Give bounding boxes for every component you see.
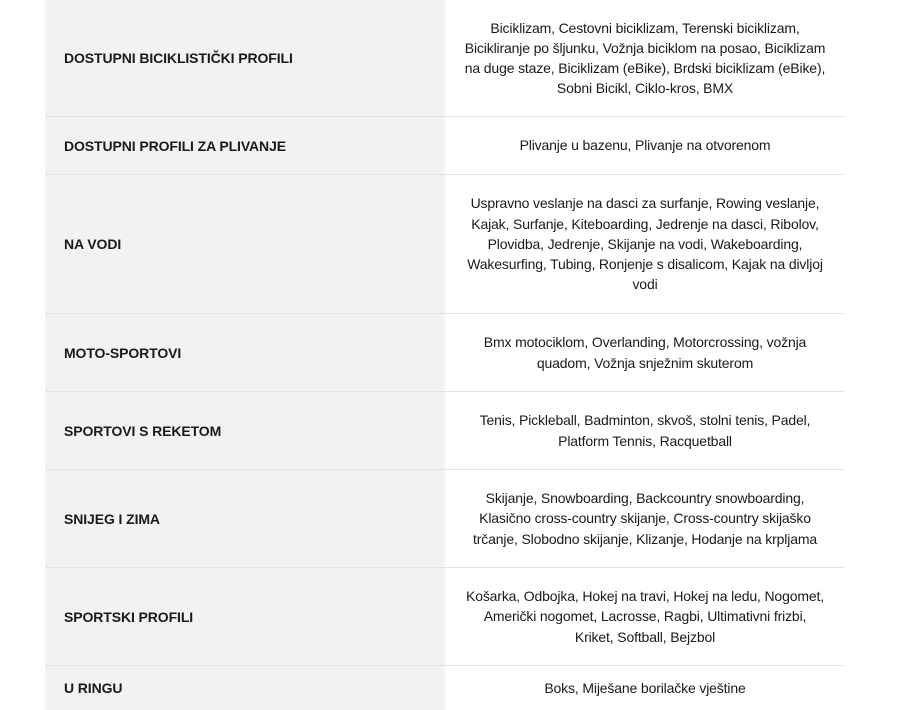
spec-label: NA VODI bbox=[45, 175, 445, 313]
spec-value: Skijanje, Snowboarding, Backcountry snowboarding, Klasično cross-country skijanje, Cross-country skijaško trčanje, Slobodno skijanje, Klizanje, Hodanje na krpljama bbox=[473, 490, 817, 547]
spec-label: SPORTSKI PROFILI bbox=[45, 568, 445, 665]
spec-value: Uspravno veslanje na dasci za surfanje, Rowing veslanje, Kajak, Surfanje, Kiteboarding, Jedrenje na dasci, Ribolov, Plovidba, Jedrenje, Skijanje na vodi, Wakeboarding, Wakesurfing, Tubing, Ronjenje s disalicom, Kajak na divljoj vodi bbox=[467, 195, 823, 293]
spec-label: SNIJEG I ZIMA bbox=[45, 470, 445, 567]
spec-row-sport-profiles bbox=[45, 568, 845, 666]
spec-row-swimming-profiles bbox=[45, 117, 845, 175]
spec-value: Košarka, Odbojka, Hokej na travi, Hokej na ledu, Nogomet, Američki nogomet, Lacrosse, Ragbi, Ultimativni frizbi, Kriket, Softball, Bejzbol bbox=[466, 588, 824, 645]
spec-label: SPORTOVI S REKETOM bbox=[45, 392, 445, 469]
spec-row-cycling-profiles bbox=[45, 0, 845, 117]
spec-row-in-the-ring bbox=[45, 666, 845, 710]
spec-value: Biciklizam, Cestovni biciklizam, Terenski biciklizam, Bicikliranje po šljunku, Vožnja biciklom na posao, Biciklizam na duge staze, Biciklizam (eBike), Brdski biciklizam (eBike), Sobni Bicikl, Ciklo-kros, BMX bbox=[464, 19, 826, 97]
spec-row-snow-winter bbox=[45, 470, 845, 568]
spec-table bbox=[45, 0, 845, 710]
spec-row-on-water bbox=[45, 175, 845, 314]
spec-label: U RINGU bbox=[45, 666, 445, 710]
spec-value: Tenis, Pickleball, Badminton, skvoš, stolni tenis, Padel, Platform Tennis, Racquetball bbox=[479, 412, 811, 449]
spec-value: Bmx motociklom, Overlanding, Motorcrossing, vožnja quadom, Vožnja snježnim skuterom bbox=[483, 334, 807, 371]
spec-label: DOSTUPNI BICIKLISTIČKI PROFILI bbox=[45, 0, 445, 116]
spec-value: Plivanje u bazenu, Plivanje na otvorenom bbox=[519, 137, 771, 154]
spec-row-motorsports bbox=[45, 314, 845, 392]
spec-label: MOTO-SPORTOVI bbox=[45, 314, 445, 391]
spec-value: Boks, Miješane borilačke vještine bbox=[544, 679, 746, 696]
spec-row-racket-sports bbox=[45, 392, 845, 470]
spec-label: DOSTUPNI PROFILI ZA PLIVANJE bbox=[45, 117, 445, 174]
